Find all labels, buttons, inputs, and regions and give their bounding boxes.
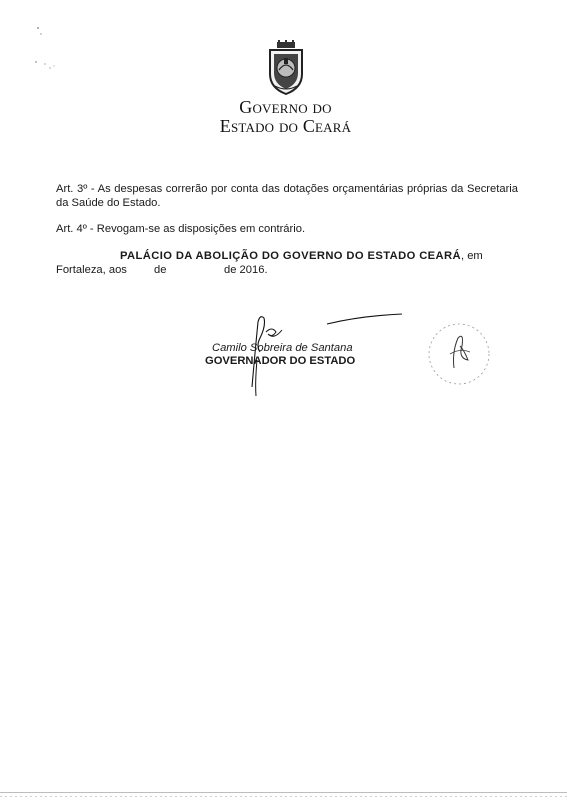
footer-dotted-rule bbox=[0, 796, 567, 797]
closing-de: de bbox=[154, 264, 167, 276]
state-coat-of-arms-icon bbox=[261, 40, 311, 96]
footer-rule bbox=[0, 792, 567, 793]
signer-name: Camilo Sobreira de Santana bbox=[212, 342, 353, 354]
government-title-line2: Estado do Ceará bbox=[219, 116, 352, 136]
article-3: Art. 3º - As despesas correrão por conta das dotações orçamentárias próprias da Secretaria da Saúde do Estado. bbox=[56, 183, 518, 209]
closing-date: de 2016. bbox=[224, 264, 268, 276]
palace-name: PALÁCIO DA ABOLIÇÃO DO GOVERNO DO ESTADO CEARÁ bbox=[120, 250, 461, 262]
government-title-line1: Governo do bbox=[239, 97, 332, 117]
article-4: Art. 4º - Revogam-se as disposições em contrário. bbox=[56, 223, 306, 235]
palace-suffix: , em bbox=[460, 250, 483, 262]
closing-city: Fortaleza, aos bbox=[56, 264, 127, 276]
scan-specks bbox=[30, 22, 70, 82]
rubric-stamp bbox=[424, 318, 494, 390]
signer-role: GOVERNADOR DO ESTADO bbox=[205, 355, 356, 367]
closing-palace-line bbox=[56, 249, 518, 263]
